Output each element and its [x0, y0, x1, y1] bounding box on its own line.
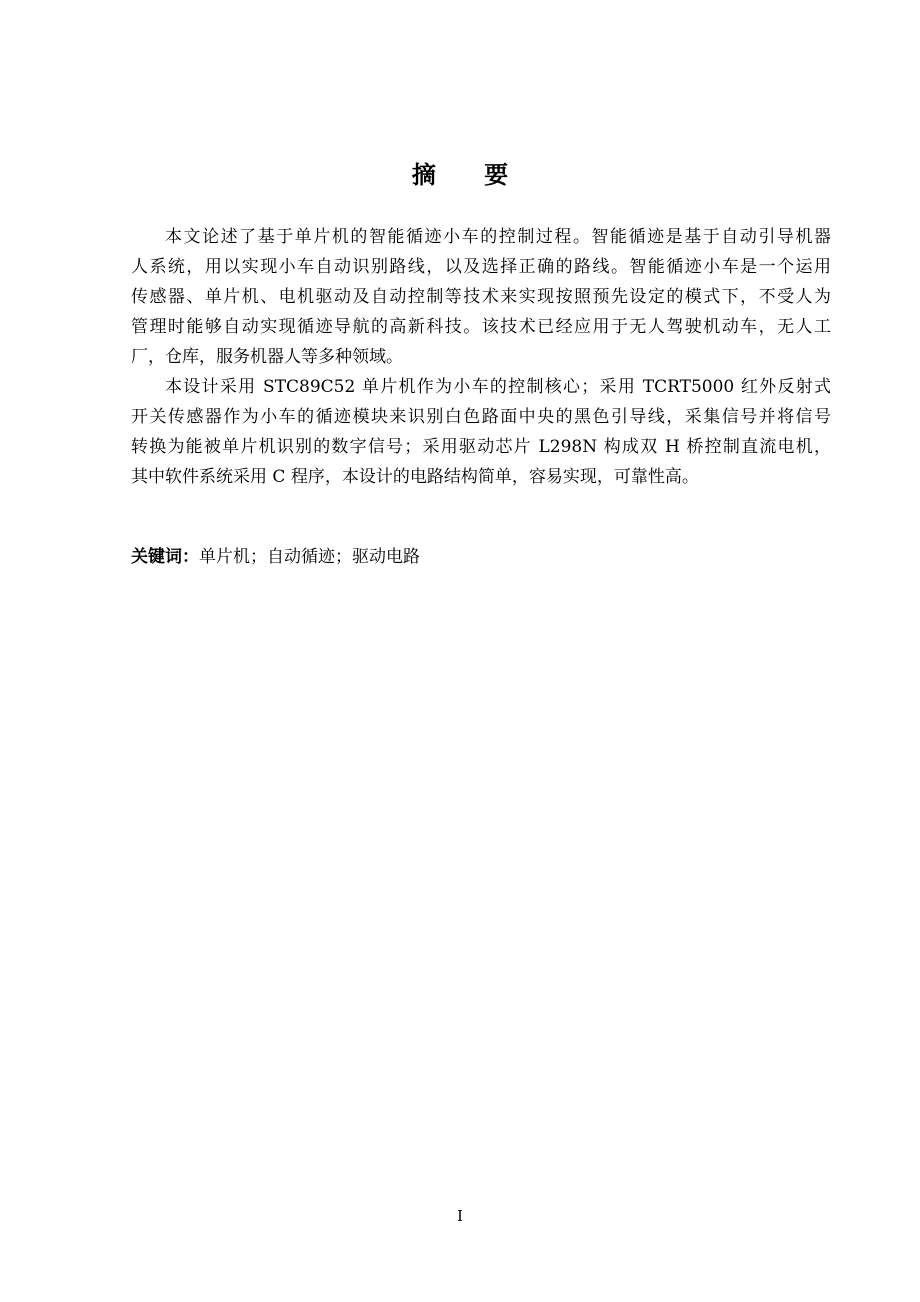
abstract-paragraph-2: [131, 372, 831, 492]
paragraph-line: 传感器、单片机、电机驱动及自动控制等技术来实现按照预先设定的模式下，不受人为: [131, 287, 831, 307]
paragraph-line: 人系统，用以实现小车自动识别路线，以及选择正确的路线。智能循迹小车是一个运用: [131, 257, 831, 277]
page-number: I: [457, 1207, 463, 1225]
paragraph-line: 管理时能够自动实现循迹导航的高新科技。该技术已经应用于无人驾驶机动车，无人工: [131, 317, 831, 337]
paragraph-line: 本文论述了基于单片机的智能循迹小车的控制过程。智能循迹是基于自动引导机器: [165, 227, 831, 247]
abstract-paragraph-1: [131, 222, 831, 372]
abstract-body: [131, 222, 831, 492]
paragraph-line: 转换为能被单片机识别的数字信号；采用驱动芯片 L298N 构成双 H 桥控制直流电机，: [131, 437, 831, 457]
abstract-title: 摘 要: [411, 161, 529, 189]
paragraph-line: 厂，仓库，服务机器人等多种领域。: [131, 347, 403, 367]
keywords-label: 关键词：: [131, 547, 199, 567]
paragraph-line: 其中软件系统采用 C 程序，本设计的电路结构简单，容易实现，可靠性高。: [131, 467, 699, 487]
keywords-line: [131, 542, 420, 572]
paragraph-line: 开关传感器作为小车的循迹模块来识别白色路面中央的黑色引导线，采集信号并将信号: [131, 407, 831, 427]
keywords-value: 单片机；自动循迹；驱动电路: [199, 547, 420, 567]
paragraph-line: 本设计采用 STC89C52 单片机作为小车的控制核心；采用 TCRT5000 红外反射式: [165, 377, 831, 397]
